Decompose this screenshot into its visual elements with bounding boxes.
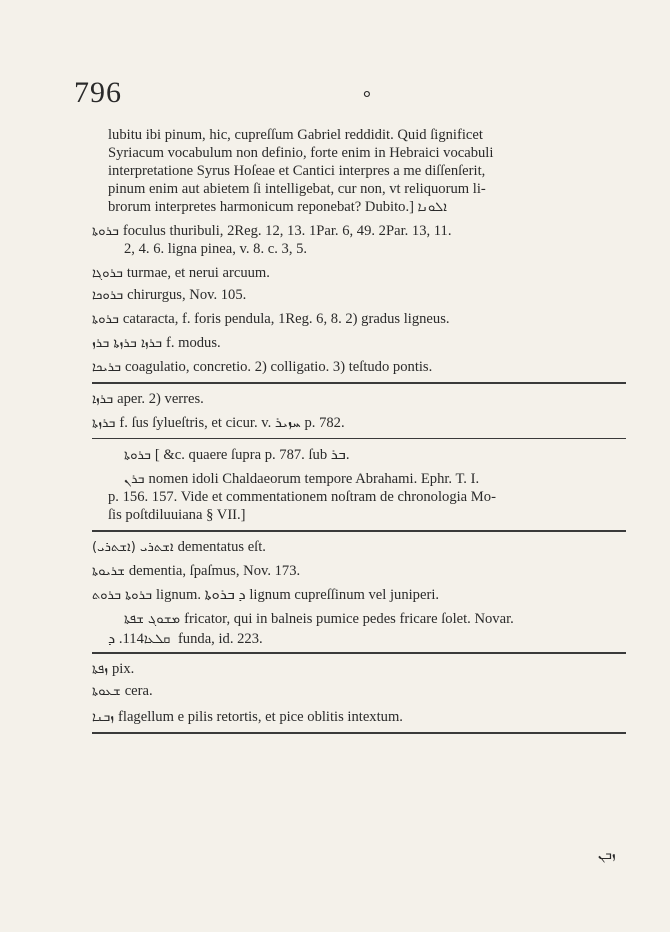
syriac-headword: ܒܪܙܐ ܒܪܙܬܐ ܒܪܙ bbox=[92, 336, 162, 351]
syriac-headword: ܒܪܝܟܐ bbox=[92, 360, 122, 375]
syriac-headword: ܒܪܙܬܐ bbox=[92, 416, 116, 431]
entry-line: ܫܥܘܬܐ cera. bbox=[92, 683, 153, 699]
text-line: lubitu ibi pinum, hic, cupreſſum Gabriel reddidit. Quid ſignificet bbox=[108, 127, 483, 143]
entry-line: ܒܪܘܬܐ [ &c. quaere ſupra p. 787. ſub ܒܪ. bbox=[124, 447, 350, 463]
syriac-headword: ܒܪܢ bbox=[124, 472, 145, 487]
entry-line: ܒܪܘܬܐ cataracta, f. foris pendula, 1Reg. 6, 8. 2) gradus ligneus. bbox=[92, 311, 450, 327]
section-rule bbox=[92, 530, 626, 532]
syriac-headword: (ܐܫܬܪܝ) ܐܫܬܪܝ bbox=[92, 540, 174, 555]
entry-line: ܒܪܙܬܐ f. ſus ſylueſtris, et cicur. v. ܚܙܝܪ p. 782. bbox=[92, 415, 345, 431]
syriac-headword: ܒܪܘܓܐ bbox=[92, 266, 123, 281]
syriac-headword: ܒܪܘܬܐ bbox=[92, 312, 119, 327]
section-rule bbox=[92, 732, 626, 734]
section-rule bbox=[92, 382, 626, 384]
entry-continuation: ſis poſtdiluuiana § VII.] bbox=[108, 507, 246, 523]
entry-line: ܡܫܘܓ ܫܦܬܐ fricator, qui in balneis pumice pedes fricare ſolet. Novar. bbox=[124, 611, 514, 627]
entry-line: ܙܒܢܐ flagellum e pilis retortis, et pice oblitis intextum. bbox=[92, 709, 403, 725]
page-number: 796 bbox=[74, 76, 122, 109]
entry-continuation: ܩܠܥܐ114. ܕ funda, id. 223. bbox=[108, 631, 263, 647]
syriac-headword: ܙܦܬܐ bbox=[92, 662, 108, 677]
section-rule bbox=[92, 438, 626, 439]
entry-line: ܫܪܝܘܬܐ dementia, ſpaſmus, Nov. 173. bbox=[92, 563, 301, 579]
entry-continuation: p. 156. 157. Vide et commentationem noſtram de chronologia Mo- bbox=[108, 489, 496, 505]
entry-line: (ܐܫܬܪܝ) ܐܫܬܪܝ dementatus eſt. bbox=[92, 539, 266, 555]
section-marker: ܘ bbox=[363, 86, 371, 101]
text-line: pinum enim aut abietem ſi intelligebat, cur non, vt reliquorum li- bbox=[108, 181, 486, 197]
entry-line: ܒܪܘܬܐ ܒܪܘܬ lignum. ܕ ܒܪܘܬܐ lignum cupreſſinum vel juniperi. bbox=[92, 587, 440, 603]
text-line: Syriacum vocabulum non definio, forte enim in Hebraici vocabuli bbox=[108, 145, 494, 161]
entry-line: ܒܪܙܐ ܒܪܙܬܐ ܒܪܙ f. modus. bbox=[92, 335, 221, 351]
syriac-headword: ܙܒܢܐ bbox=[92, 710, 115, 725]
syriac-headword: ܒܪܘܬܐ bbox=[124, 448, 151, 463]
section-rule bbox=[92, 652, 626, 654]
entry-line: ܒܪܙܐ aper. 2) verres. bbox=[92, 391, 204, 407]
catchword: ܙܒܢ bbox=[598, 848, 616, 863]
entry-line: ܒܪܘܬܐ foculus thuribuli, 2Reg. 12, 13. 1Par. 6, 49. 2Par. 13, 11. bbox=[92, 223, 452, 239]
page-header bbox=[0, 76, 670, 116]
syriac-headword: ܫܥܘܬܐ bbox=[92, 684, 121, 699]
text-line: interpretatione Syrus Hoſeae et Cantici interpres a me diſſenſerit, bbox=[108, 163, 486, 179]
syriac-word: ܐܠܘܢܐ bbox=[417, 200, 447, 215]
entry-line: ܒܪܝܟܐ coagulatio, concretio. 2) colligatio. 3) teſtudo pontis. bbox=[92, 359, 433, 375]
entry-line: ܒܪܘܓܐ turmae, et nerui arcuum. bbox=[92, 265, 270, 281]
syriac-headword: ܒܪܙܐ bbox=[92, 392, 114, 407]
syriac-headword: ܡܫܘܓ ܫܦܬܐ bbox=[124, 612, 181, 627]
syriac-headword: ܒܪܘܬܐ bbox=[92, 224, 119, 239]
entry-line: ܒܪܢ nomen idoli Chaldaeorum tempore Abrahami. Ephr. T. I. bbox=[124, 471, 480, 487]
syriac-headword: ܒܪܘܬܐ ܒܪܘܬ bbox=[92, 588, 152, 603]
entry-continuation: 2, 4. 6. ligna pinea, v. 8. c. 3, 5. bbox=[124, 241, 308, 257]
entry-line: ܙܦܬܐ pix. bbox=[92, 661, 135, 677]
syriac-headword: ܒܪܘܟܐ bbox=[92, 288, 124, 303]
syriac-headword: ܫܪܝܘܬܐ bbox=[92, 564, 125, 579]
syriac-headword: ܩܠܥܐ bbox=[143, 632, 171, 647]
entry-line: ܒܪܘܟܐ chirurgus, Nov. 105. bbox=[92, 287, 247, 303]
text-line: brorum interpretes harmonicum reponebat? Dubito.] ܐܠܘܢܐ bbox=[108, 199, 447, 215]
